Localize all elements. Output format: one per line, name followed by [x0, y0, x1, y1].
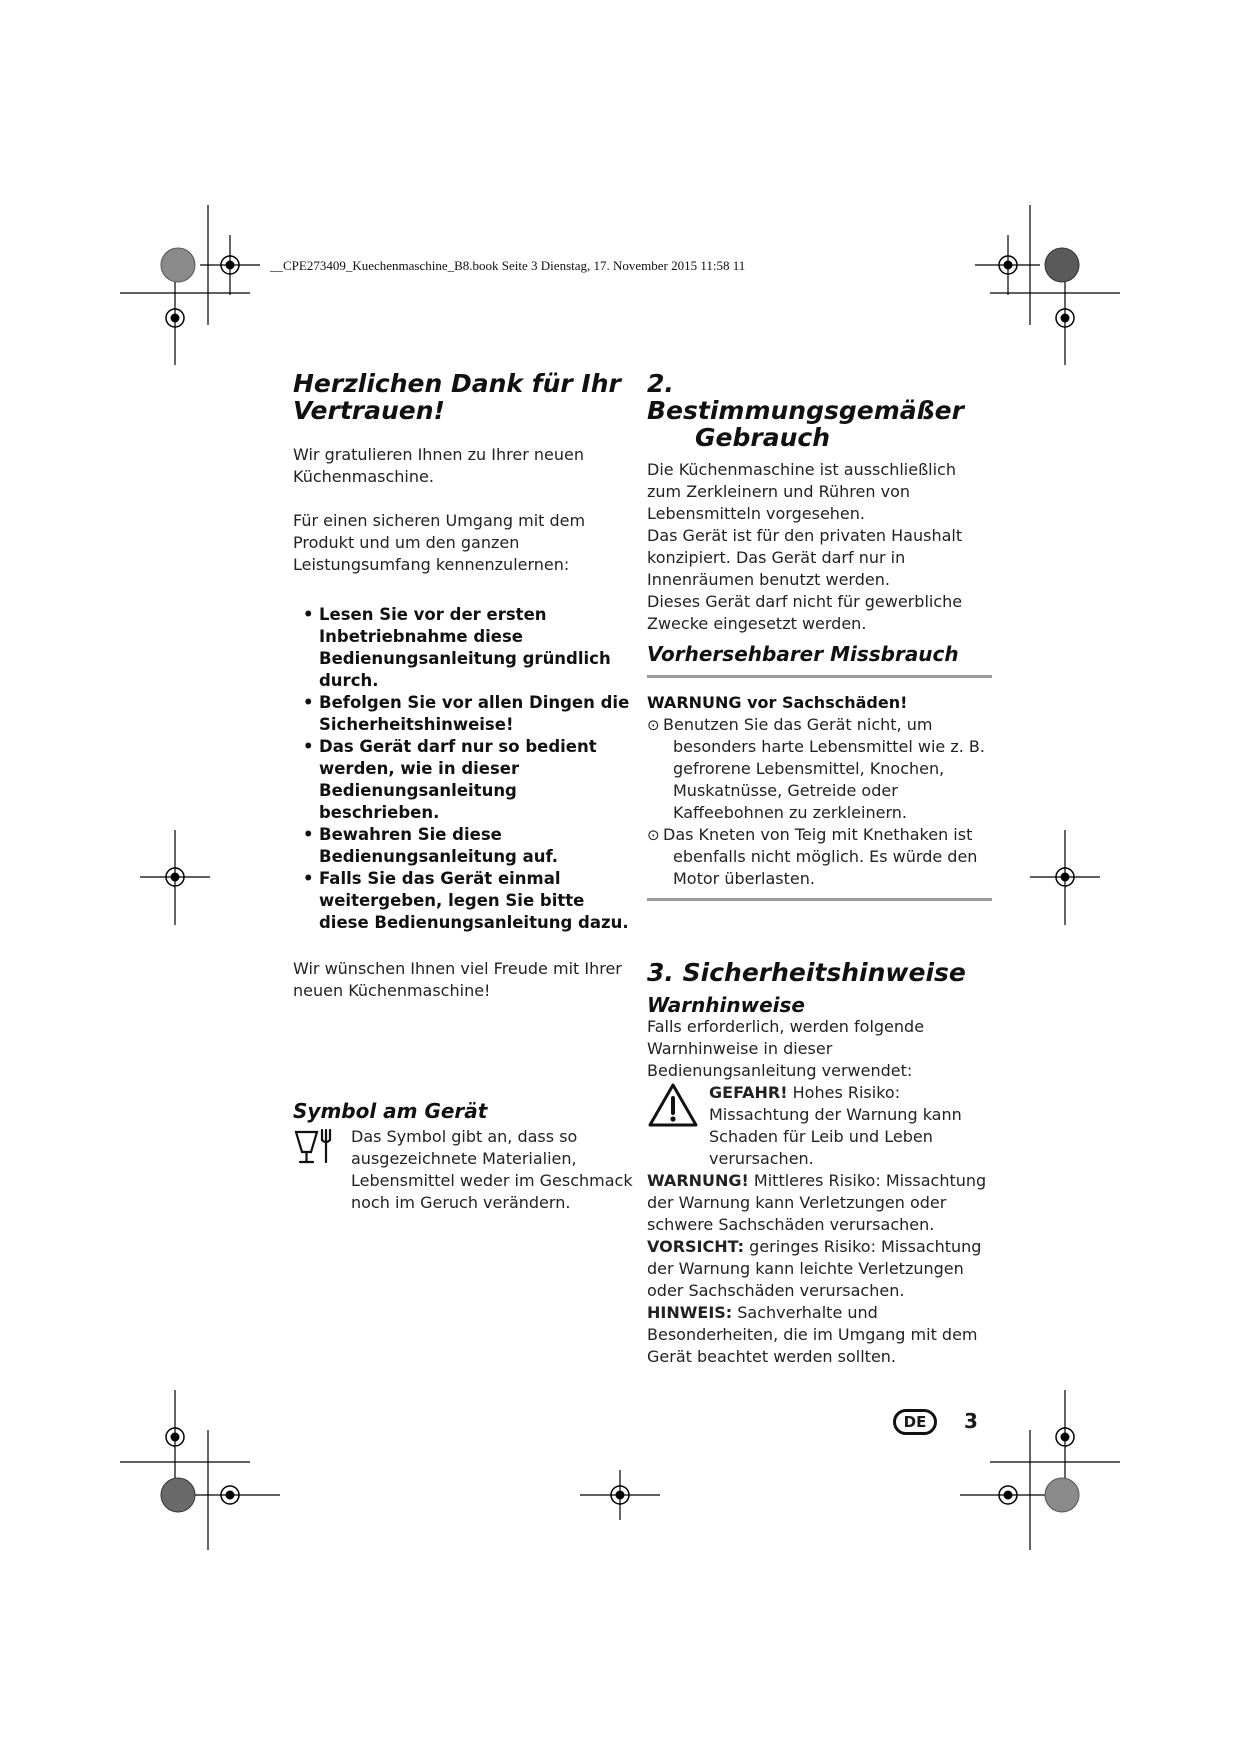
- list-item: • Falls Sie das Gerät einmal weitergeben, legen Sie bitte diese Bedienungsanleitung dazu.: [293, 868, 633, 934]
- note-text: Sachverhalte und Besonderheiten, die im Umgang mit dem Gerät beachtet werden sollten.: [647, 1303, 978, 1366]
- intended-use-paragraph-2: Das Gerät ist für den privaten Haushalt konzipiert. Das Gerät darf nur in Innenräumen benutzt werden.: [647, 526, 963, 589]
- section-2-title-line2: Gebrauch: [695, 423, 830, 452]
- warning-item-text: Benutzen Sie das Gerät nicht, um besonders harte Lebensmittel wie z. B. gefrorene Lebensmittel, Knochen, Muskatnüsse, Getreide oder Kaffeebohnen zu zerkleinern.: [663, 715, 985, 822]
- caution-text: geringes Risiko: Missachtung der Warnung kann leichte Verletzungen oder Sachschäden verursachen.: [647, 1237, 982, 1300]
- language-badge: DE: [893, 1409, 937, 1435]
- section-2-title-line1: Bestimmungsgemäßer: [647, 396, 964, 425]
- list-item: • Bewahren Sie diese Bedienungsanleitung auf.: [293, 824, 633, 868]
- instruction-list: [293, 604, 633, 934]
- danger-text: Hohes Risiko: Missachtung der Warnung kann Schaden für Leib und Leben verursachen.: [709, 1083, 962, 1168]
- section-3-title: [647, 959, 992, 986]
- symbol-heading: Symbol am Gerät: [293, 1099, 488, 1123]
- warning-item: [647, 824, 992, 890]
- warnings-heading: Warnhinweise: [647, 993, 805, 1017]
- list-item: • Lesen Sie vor der ersten Inbetriebnahme diese Bedienungsanleitung gründlich durch.: [293, 604, 633, 692]
- bullet-circle-icon: ⊙: [647, 716, 660, 734]
- section-2-number: 2.: [647, 369, 674, 398]
- property-damage-warning-box: [647, 675, 992, 901]
- welcome-title: Herzlichen Dank für Ihr Vertrauen!: [293, 369, 621, 425]
- symbol-description: Das Symbol gibt an, dass so ausgezeichnete Materialien, Lebensmittel weder im Geschmack noch im Geruch verändern.: [351, 1127, 633, 1212]
- list-item: • Befolgen Sie vor allen Dingen die Sicherheitshinweise!: [293, 692, 633, 736]
- closing-paragraph: Wir wünschen Ihnen viel Freude mit Ihrer neuen Küchenmaschine!: [293, 959, 622, 1000]
- caution-level-description: [647, 1236, 992, 1302]
- section-3-title-text: Sicherheitshinweise: [682, 958, 966, 987]
- page-number: 3: [964, 1409, 978, 1433]
- danger-label: GEFAHR!: [709, 1083, 788, 1102]
- intended-use-paragraph-3: Dieses Gerät darf nicht für gewerbliche Zwecke eingesetzt werden.: [647, 592, 963, 633]
- warning-triangle-icon: [647, 1082, 699, 1132]
- list-item: • Das Gerät darf nur so bedient werden, wie in dieser Bedienungsanleitung beschrieben.: [293, 736, 633, 824]
- right-column: [647, 370, 992, 1368]
- warning-item-text: Das Kneten von Teig mit Knethaken ist ebenfalls nicht möglich. Es würde den Motor überlasten.: [663, 825, 978, 888]
- danger-row: [647, 1082, 992, 1170]
- caution-label: VORSICHT:: [647, 1237, 745, 1256]
- misuse-heading: Vorhersehbarer Missbrauch: [647, 642, 959, 666]
- warning-level-description: [647, 1170, 992, 1236]
- intro-paragraph-1: Wir gratulieren Ihnen zu Ihrer neuen Küchenmaschine.: [293, 445, 584, 486]
- symbol-row: [293, 1126, 633, 1214]
- intro-paragraph-2: Für einen sicheren Umgang mit dem Produkt und um den ganzen Leistungsumfang kennenzulernen:: [293, 511, 586, 574]
- left-column: [293, 370, 633, 1214]
- bullet-circle-icon: ⊙: [647, 826, 660, 844]
- print-header-line: __CPE273409_Kuechenmaschine_B8.book Seite 3 Dienstag, 17. November 2015 11:58 11: [270, 258, 746, 273]
- intended-use-paragraph-1: Die Küchenmaschine ist ausschließlich zum Zerkleinern und Rühren von Lebensmitteln vorgesehen.: [647, 460, 956, 523]
- warning-item: [647, 714, 992, 824]
- food-safe-icon: [293, 1126, 341, 1214]
- warnings-intro: Falls erforderlich, werden folgende Warnhinweise in dieser Bedienungsanleitung verwendet:: [647, 1017, 925, 1080]
- section-2-title: [647, 370, 992, 451]
- danger-description: [709, 1082, 992, 1170]
- warning-text: Mittleres Risiko: Missachtung der Warnung kann Verletzungen oder schwere Sachschäden verursachen.: [647, 1171, 987, 1234]
- warning-label: WARNUNG!: [647, 1171, 749, 1190]
- note-level-description: [647, 1302, 992, 1368]
- section-3-number: 3.: [647, 958, 674, 987]
- note-label: HINWEIS:: [647, 1303, 733, 1322]
- warning-title: WARNUNG vor Sachschäden!: [647, 693, 908, 712]
